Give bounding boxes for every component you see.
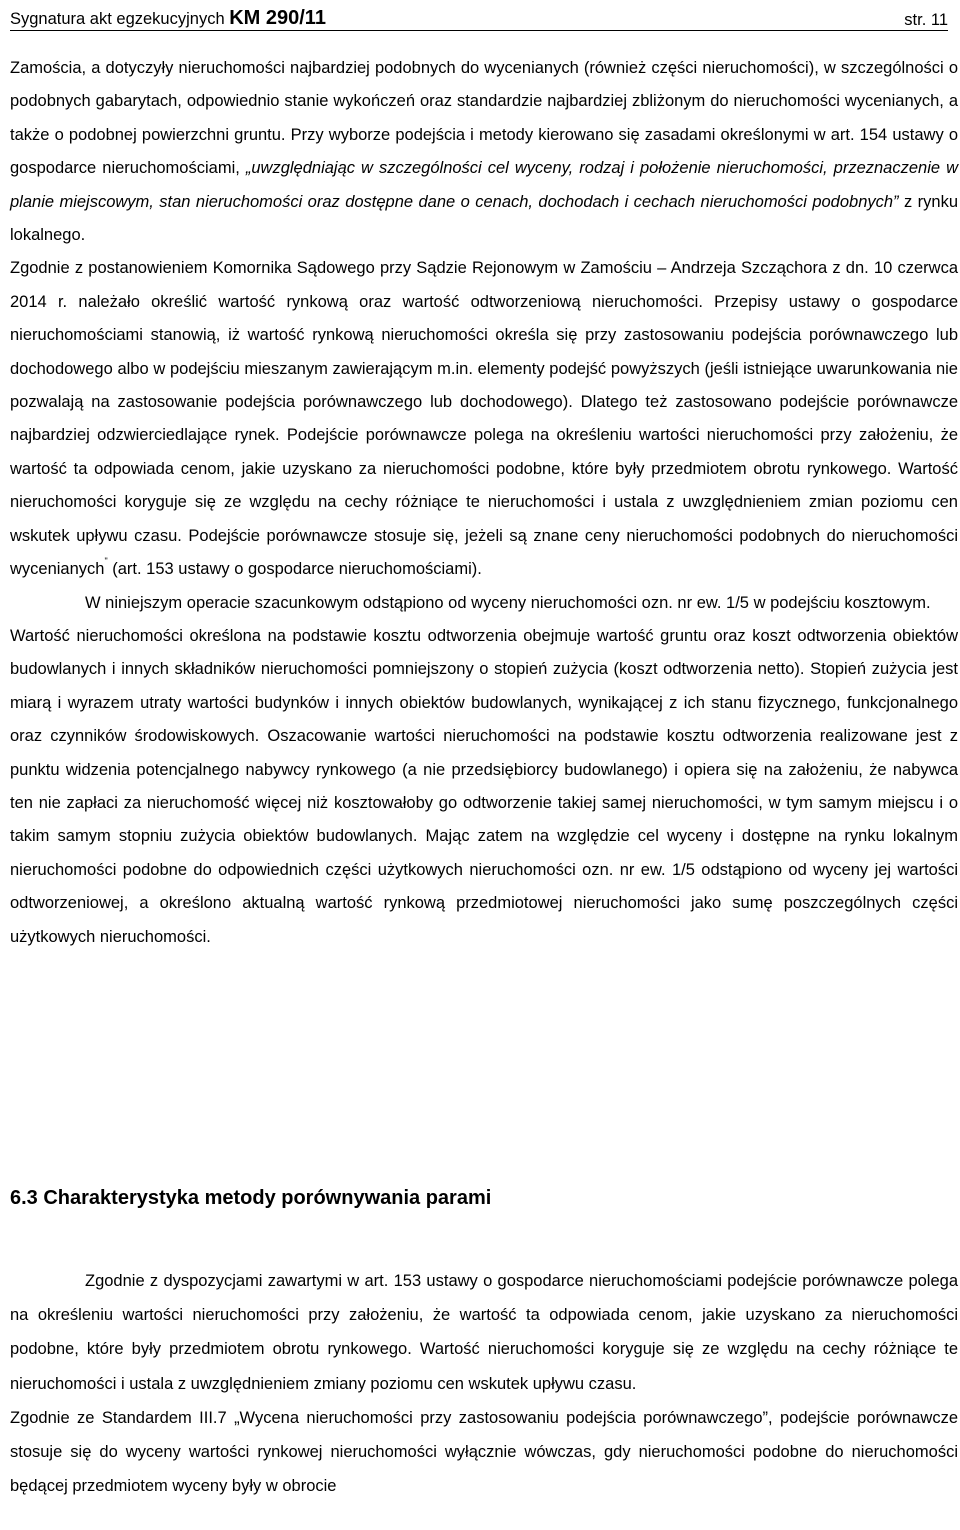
paragraph-standard-iii7: Zgodnie ze Standardem III.7 „Wycena nieruchomości przy zastosowaniu podejścia porównawczego”, podejście porównawcze stosuje się do wyceny wartości rynkowej nieruchomości wyłącznie wówczas, gdy nieruchomości podobne do nieruchomości będącej przedmiotem wyceny były w obrocie xyxy=(10,1408,958,1496)
case-signature xyxy=(10,7,326,30)
paragraph-text: (art. 153 ustawy o gospodarce nieruchomościami). xyxy=(107,560,482,579)
section-body xyxy=(10,1264,958,1503)
signature-number: KM 290/11 xyxy=(229,7,326,29)
document-body xyxy=(10,52,958,954)
paragraph-text: Zgodnie z postanowieniem Komornika Sądowego przy Sądzie Rejonowym w Zamościu – Andrzeja Szcząchora z dn. 10 czerwca 2014 r. należało określić wartość rynkową oraz wartość odtworzeniową nieruchomości. Przepisy ustawy o gospodarce nieruchomościami stanowią, iż wartość rynkową nieruchomości określa się przy zastosowaniu podejścia porównawczego lub dochodowego albo w podejściu mieszanym zawierającym m.in. elementy podejść powyższych (jeśli istniejące uwarunkowania nie pozwalają na zastosowanie podejścia porównawczego lub dochodowego). Dlatego też zastosowano podejście porównawcze najbardziej odzwierciedlające rynek. Podejście porównawcze polega na określeniu wartości nieruchomości przy założeniu, że wartość ta odpowiada cenom, jakie uzyskano za nieruchomości podobne, które były przedmiotem obrotu rynkowego. Wartość nieruchomości koryguje się ze względu na cechy różniące te nieruchomości i ustala z uwzględnieniem zmian poziomu cen wskutek upływu czasu. Podejście porównawcze stosuje się, jeżeli są znane ceny nieruchomości podobnych do nieruchomości wycenianych xyxy=(10,259,958,579)
paragraph-text: Zamościa, a dotyczyły nieruchomości najbardziej podobnych do wycenianych (również części nieruchomości), w szczególności o podobnych gabarytach, odpowiednio stanie wykończeń oraz standardzie najbardziej zbliżonym do nieruchomości wycenianych, a także o podobnej powierzchni gruntu. Przy wyborze podejścia i metody kierowano się zasadami określonymi w art. 154 ustawy o gospodarce nieruchomościami, xyxy=(10,59,958,178)
page-number: str. 11 xyxy=(904,11,948,29)
paragraph-reproduction-cost: Wartość nieruchomości określona na podstawie kosztu odtworzenia obejmuje wartość gruntu oraz koszt odtworzenia obiektów budowlanych i innych składników nieruchomości pomniejszony o stopień zużycia (koszt odtworzenia netto). Stopień zużycia jest miarą i wyrazem utraty wartości budynków i innych obiektów budowlanych, wynikającej z ich stanu fizycznego, funkcjonalnego oraz czynników środowiskowych. Oszacowanie wartości nieruchomości na podstawie kosztu odtworzenia realizowane jest z punktu widzenia potencjalnego nabywcy rynkowego (a nie przedsiębiorcy budowlanego) i opiera się na założeniu, że nabywca ten nie zapłaci za nieruchomość więcej niż kosztowałoby go odtworzenie takiej samej nieruchomości, w tym samym miejscu i o takim samym stopniu zużycia obiektów budowlanych. Mając zatem na względzie cel wyceny i dostępne na rynku lokalnym nieruchomości podobne do odpowiednich części użytkowych nieruchomości ozn. nr ew. 1/5 odstąpiono od wyceny jej wartości odtworzeniowej, a określono aktualną wartość rynkową przedmiotowej nieruchomości jako sumę poszczególnych części użytkowych nieruchomości. xyxy=(10,626,958,946)
legal-quote: „uwzględniając w szczególności cel wyceny, rodzaj i położenie nieruchomości, przeznaczenie w planie miejscowym, stan nieruchomości oraz dostępne dane o cenach, dochodach i cechach nieruchomości podobnych” xyxy=(10,159,958,211)
paragraph-text: z rynku lokalnego. xyxy=(10,192,958,245)
section-heading: 6.3 Charakterystyka metody porównywania parami xyxy=(10,1187,492,1209)
paragraph-cost-approach-waiver: W niniejszym operacie szacunkowym odstąpiono od wyceny nieruchomości ozn. nr ew. 1/5 w podejściu kosztowym. xyxy=(85,593,931,612)
signature-label: Sygnatura akt egzekucyjnych xyxy=(10,10,225,28)
paragraph-bailiff-order xyxy=(10,252,958,586)
footnote-mark: " xyxy=(104,556,108,567)
paragraph-intro-continuation xyxy=(10,52,958,252)
page-header xyxy=(10,0,948,31)
paragraph-comparative-approach: Zgodnie z dyspozycjami zawartymi w art. 153 ustawy o gospodarce nieruchomościami podejście porównawcze polega na określeniu wartości nieruchomości przy założeniu, że wartość ta odpowiada cenom, jakie uzyskano za nieruchomości podobne, które były przedmiotem obrotu rynkowego. Wartość nieruchomości koryguje się ze względu na cechy różniące te nieruchomości i ustala z uwzględnieniem zmiany poziomu cen wskutek upływu czasu. xyxy=(10,1272,958,1393)
